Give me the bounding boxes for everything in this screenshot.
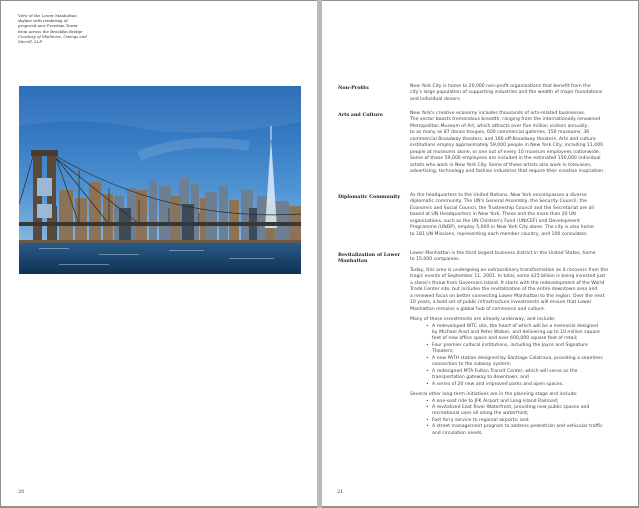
list-item (426, 369, 626, 382)
text-line: New York City is home to 20,000 non-profit organizations that benefit from the (410, 84, 591, 89)
caption-line: skyline with rendering of (18, 18, 68, 24)
text-line: artists who work in New York City. Some of these artists also work in television, (410, 162, 592, 168)
text-line: Fast ferry service to regional airports; and (432, 417, 529, 423)
text-line: Several other long-term initiatives are in the planning stage and include: (410, 392, 578, 398)
text-line: diplomatic community. The UN's General Assembly, the Security Council, the (410, 199, 587, 205)
bullet-icon: • (426, 368, 429, 374)
text-line: Trade Center site, but includes the revitalization of the entire downtown area and (410, 287, 598, 293)
list-item (426, 405, 626, 418)
paragraph (410, 268, 626, 313)
text-line: Many of these investments are already underway, and include: (410, 317, 556, 323)
caption-line: View of the Lower Manhattan (18, 13, 77, 18)
heading-arts-and-culture: Arts and Culture (338, 112, 383, 118)
bullet-icon: • (426, 381, 429, 387)
text-line: Programme (UNDP), employ 5,000 in New York City alone. The city is also home (410, 225, 594, 231)
text-line: and circulation needs. (432, 430, 483, 436)
paragraph (410, 251, 626, 264)
list-item (426, 343, 626, 356)
text-line: feet of new office space and over 600,000 square feet of retail; (432, 336, 578, 342)
text-line: connection to the subway system; (432, 362, 511, 368)
bullet-icon: • (426, 424, 429, 430)
text-line: A new PATH station designed by Santiago Calatrava, providing a seamless (432, 355, 603, 361)
non-profits-body (410, 84, 626, 107)
page-number-right: 21 (337, 489, 344, 495)
text-line: Lower Manhattan is the third largest business district in the United States, home (410, 251, 596, 256)
text-line: Four premier cultural institutions, including the Joyce and Signature (432, 342, 588, 348)
list-item (426, 424, 626, 437)
heading-non-profits: Non-Profits (338, 85, 369, 91)
text-line: transportation gateway to downtown; and (432, 375, 529, 381)
bullet-list-underway (410, 324, 626, 389)
skyline-photo (19, 86, 301, 274)
text-line: A redeveloped WTC site, the heart of which will be a memorial designed (432, 323, 598, 329)
text-line: a stone's throw from Governors Island. It starts with the redevelopment of the World (410, 280, 605, 286)
bullet-icon: • (426, 417, 429, 423)
bullet-icon: • (426, 342, 429, 348)
caption-line: Merrill, LLP (18, 39, 42, 45)
text-line: by Michael Arad and Peter Walker, and delivering up to 10 million square (432, 329, 600, 335)
text-line: A revitalized East River Waterfront, providing new public spaces and (432, 404, 590, 410)
text-line: Metropolitan Museum of Art, which attracts over five million visitors annually, (410, 123, 589, 129)
text-line: Theaters; (432, 349, 454, 355)
photo-caption (18, 13, 98, 44)
text-line: A series of 20 new and improved parks and open spaces. (432, 381, 564, 387)
revitalization-body (410, 251, 626, 437)
text-line: advertising, technology and fashion industries that require their creative inspiration. (410, 169, 605, 175)
heading-line: Manhattan (338, 258, 368, 264)
text-line: Today, this area is undergoing an extraordinary transformation as it recovers from the (410, 267, 609, 273)
arts-and-culture-body (410, 111, 626, 180)
text-line: Economic and Social Council, the Trusteeship Council and the Secretariat are all (410, 205, 594, 211)
text-line: commercial Broadway theaters, and 160 off-Broadway theaters. Arts and culture (410, 136, 596, 142)
page-number-left: 20 (18, 489, 25, 495)
list-item (426, 324, 626, 343)
right-page (322, 1, 638, 506)
text-line: New York's creative economy includes thousands of arts-related businesses. (410, 111, 586, 116)
paragraph (410, 84, 626, 103)
text-line: institutions employ approximately 59,000 people in New York City, including 11,000 (410, 143, 604, 149)
bullet-icon: • (426, 404, 429, 410)
caption-line: proposed new Freedom Tower (18, 23, 78, 29)
text-line: Some of these 59,000 employees are included in the estimated 150,000 individual (410, 156, 601, 162)
text-line: Manhattan remains a global hub of commerce and culture. (410, 306, 546, 312)
text-line: A one-seat ride to JFK Airport and Long Island Railroad; (432, 398, 559, 404)
text-line: a renewed focus on better connecting Lower Manhattan to the region. Over the next (410, 293, 605, 299)
text-line: The sector boasts tremendous breadth, ranging from the internationally renowned (410, 117, 600, 123)
text-line: A street management program to address pedestrian and vehicular traffic (432, 424, 603, 430)
bullet-icon: • (426, 398, 429, 404)
text-line: to 181 UN Missions, representing each member country, and 100 consulates. (410, 231, 588, 237)
diplomatic-community-body (410, 193, 626, 242)
heading-revitalization (338, 252, 406, 264)
text-line: 10 years, a bold set of public infrastructure investments will ensure that Lower (410, 300, 592, 306)
text-line: recreational uses all along the waterfront; (432, 411, 529, 417)
caption-line: from across the Brooklyn Bridge (18, 28, 83, 34)
text-line: As the headquarters to the United Nations, New York encompasses a diverse (410, 193, 587, 198)
list-item (426, 382, 626, 388)
left-page (1, 1, 317, 506)
bullet-list-planning (410, 399, 626, 438)
bullet-icon: • (426, 355, 429, 361)
text-line: organizations, such as the UN Children's Fund (UNICEF) and Development (410, 218, 580, 224)
text-line: and individual donors. (410, 96, 462, 102)
text-line: based at UN Headquarters in New York. These and the more than 20 UN (410, 212, 576, 218)
text-line: people at museums alone, or one out of every 10 museum employees nationwide. (410, 149, 601, 155)
text-line: to 15,000 companies. (410, 257, 461, 263)
bullet-icon: • (426, 323, 429, 329)
paragraph (410, 193, 626, 238)
caption-line: Courtesy of Skidmore, Owings and (18, 33, 87, 39)
paragraph (410, 111, 626, 176)
list-item (426, 356, 626, 369)
text-line: to as many as 87 dance troupes, 600 commercial galleries, 150 museums, 36 (410, 130, 590, 136)
heading-line: Revitalization of Lower (338, 252, 401, 258)
text-line: A redesigned MTA Fulton Transit Center, which will serve as the (432, 368, 578, 374)
text-line: tragic events of September 11, 2001. In total, some $25 billion is being invested just (410, 274, 606, 280)
heading-diplomatic-community: Diplomatic Community (338, 194, 401, 200)
text-line: city's large population of supporting industries and the wealth of major foundations (410, 90, 603, 96)
